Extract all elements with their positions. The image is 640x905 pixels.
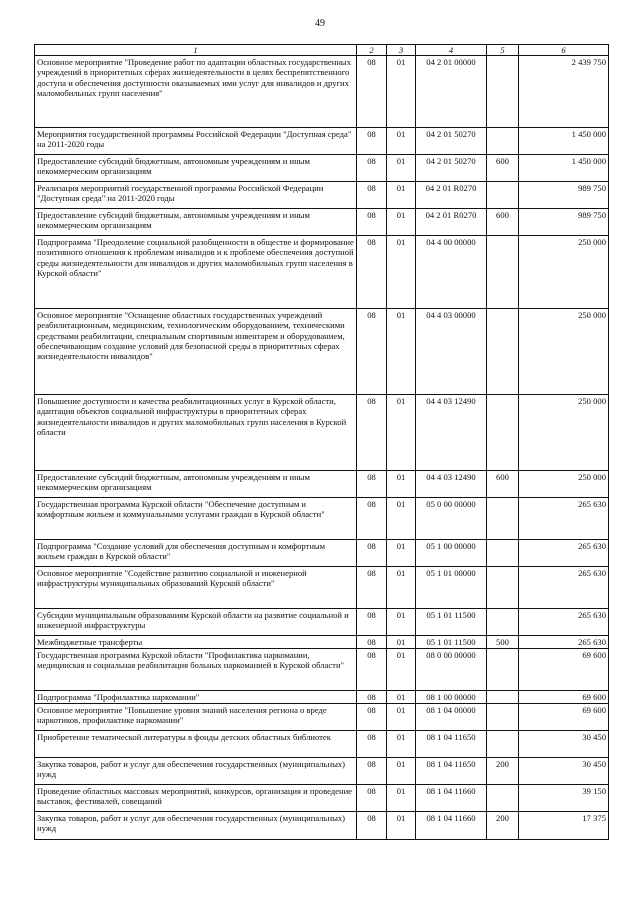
row-name: Проведение областных массовых мероприятий, конкурсов, организация и проведение выставок, фестивалей, совещаний <box>35 785 357 812</box>
row-csr: 04 2 01 00000 <box>416 56 487 128</box>
row-sum: 265 630 <box>519 540 609 567</box>
row-csr: 04 4 00 00000 <box>416 236 487 309</box>
row-rz: 08 <box>357 704 387 731</box>
row-vr: 600 <box>487 209 519 236</box>
row-name: Подпрограмма "Создание условий для обеспечения доступным и комфортным жильем граждан в Курской области" <box>35 540 357 567</box>
row-sum: 1 450 000 <box>519 155 609 182</box>
row-csr: 05 1 01 00000 <box>416 567 487 609</box>
row-vr <box>487 609 519 636</box>
row-name: Повышение доступности и качества реабилитационных услуг в Курской области, адаптация объектов социальной инфраструктуры в приоритетных сферах жизнедеятельности инвалидов и других маломобильных групп населения в Курской области <box>35 395 357 471</box>
row-csr: 04 2 01 R0270 <box>416 209 487 236</box>
row-rz: 08 <box>357 609 387 636</box>
header-col-1: 1 <box>35 45 357 56</box>
row-sum: 2 439 750 <box>519 56 609 128</box>
row-csr: 04 4 03 12490 <box>416 395 487 471</box>
row-pr: 01 <box>387 498 416 540</box>
row-name: Межбюджетные трансферты <box>35 636 357 649</box>
row-sum: 265 630 <box>519 498 609 540</box>
row-csr: 05 0 00 00000 <box>416 498 487 540</box>
row-sum: 250 000 <box>519 236 609 309</box>
row-rz: 08 <box>357 182 387 209</box>
row-name: Основное мероприятие "Содействие развитию социальной и инженерной инфраструктуры муниципальных образований Курской области" <box>35 567 357 609</box>
table-row <box>35 182 609 209</box>
table-row <box>35 128 609 155</box>
row-name: Закупка товаров, работ и услуг для обеспечения государственных (муниципальных) нужд <box>35 758 357 785</box>
row-rz: 08 <box>357 731 387 758</box>
row-vr <box>487 567 519 609</box>
row-sum: 265 630 <box>519 636 609 649</box>
row-name: Государственная программа Курской области "Профилактика наркомании, медицинская и социальная реабилитация больных наркоманией в Курской области" <box>35 649 357 691</box>
table-row <box>35 704 609 731</box>
row-name: Реализация мероприятий государственной программы Российской Федерации "Доступная среда" на 2011-2020 годы <box>35 182 357 209</box>
row-rz: 08 <box>357 155 387 182</box>
row-vr <box>487 182 519 209</box>
row-name: Подпрограмма "Профилактика наркомании" <box>35 691 357 704</box>
row-vr: 200 <box>487 758 519 785</box>
row-vr <box>487 498 519 540</box>
header-col-6: 6 <box>519 45 609 56</box>
row-rz: 08 <box>357 56 387 128</box>
row-pr: 01 <box>387 236 416 309</box>
table-row <box>35 609 609 636</box>
header-col-5: 5 <box>487 45 519 56</box>
row-sum: 250 000 <box>519 309 609 395</box>
row-pr: 01 <box>387 567 416 609</box>
row-name: Мероприятия государственной программы Российской Федерации "Доступная среда" на 2011-2020 годы <box>35 128 357 155</box>
row-rz: 08 <box>357 812 387 840</box>
header-row <box>35 45 609 56</box>
row-vr <box>487 236 519 309</box>
table-row <box>35 758 609 785</box>
row-pr: 01 <box>387 209 416 236</box>
row-csr: 05 1 01 11500 <box>416 609 487 636</box>
row-sum: 17 375 <box>519 812 609 840</box>
row-vr <box>487 56 519 128</box>
row-sum: 250 000 <box>519 471 609 498</box>
row-rz: 08 <box>357 567 387 609</box>
row-pr: 01 <box>387 812 416 840</box>
row-rz: 08 <box>357 785 387 812</box>
row-pr: 01 <box>387 609 416 636</box>
row-name: Предоставление субсидий бюджетным, автономным учреждениям и иным некоммерческим организациям <box>35 209 357 236</box>
row-csr: 08 1 04 00000 <box>416 704 487 731</box>
row-pr: 01 <box>387 155 416 182</box>
row-pr: 01 <box>387 182 416 209</box>
table-row <box>35 155 609 182</box>
table-row <box>35 691 609 704</box>
table-row <box>35 540 609 567</box>
row-csr: 05 1 01 11500 <box>416 636 487 649</box>
row-vr <box>487 731 519 758</box>
row-pr: 01 <box>387 758 416 785</box>
table-row <box>35 498 609 540</box>
row-csr: 04 2 01 R0270 <box>416 182 487 209</box>
row-vr <box>487 785 519 812</box>
row-vr: 600 <box>487 471 519 498</box>
row-vr: 600 <box>487 155 519 182</box>
header-col-2: 2 <box>357 45 387 56</box>
row-rz: 08 <box>357 540 387 567</box>
row-csr: 08 1 00 00000 <box>416 691 487 704</box>
table-row <box>35 731 609 758</box>
row-rz: 08 <box>357 649 387 691</box>
row-csr: 04 4 03 12490 <box>416 471 487 498</box>
row-sum: 265 630 <box>519 567 609 609</box>
table-row <box>35 785 609 812</box>
table-row <box>35 649 609 691</box>
row-name: Предоставление субсидий бюджетным, автономным учреждениям и иным некоммерческим организациям <box>35 471 357 498</box>
row-rz: 08 <box>357 236 387 309</box>
row-name: Закупка товаров, работ и услуг для обеспечения государственных (муниципальных) нужд <box>35 812 357 840</box>
table-row <box>35 56 609 128</box>
row-vr: 200 <box>487 812 519 840</box>
row-name: Государственная программа Курской области "Обеспечение доступным и комфортным жильем и коммунальными услугами граждан в Курской области" <box>35 498 357 540</box>
row-csr: 08 1 04 11650 <box>416 731 487 758</box>
budget-table <box>34 44 609 840</box>
row-sum: 69 600 <box>519 649 609 691</box>
row-rz: 08 <box>357 471 387 498</box>
row-csr: 04 2 01 50270 <box>416 155 487 182</box>
table-row <box>35 471 609 498</box>
row-rz: 08 <box>357 691 387 704</box>
row-sum: 39 150 <box>519 785 609 812</box>
table-row <box>35 812 609 840</box>
row-sum: 30 450 <box>519 758 609 785</box>
header-col-4: 4 <box>416 45 487 56</box>
row-pr: 01 <box>387 395 416 471</box>
row-rz: 08 <box>357 395 387 471</box>
row-vr <box>487 395 519 471</box>
page-number: 49 <box>315 18 325 29</box>
row-rz: 08 <box>357 636 387 649</box>
row-sum: 265 630 <box>519 609 609 636</box>
row-vr <box>487 128 519 155</box>
table-row <box>35 395 609 471</box>
row-vr <box>487 649 519 691</box>
row-vr: 500 <box>487 636 519 649</box>
row-name: Основное мероприятие "Оснащение областных государственных учреждений реабилитационным, медицинским, технологическим оборудованием, техническими средствами реабилитации, специальным спортивным инвентарем и оборудованием, обеспечивающим создание условий для безопасной среды в приоритетных сферах жизнедеятельности инвалидов" <box>35 309 357 395</box>
row-pr: 01 <box>387 691 416 704</box>
row-pr: 01 <box>387 785 416 812</box>
row-rz: 08 <box>357 498 387 540</box>
header-col-3: 3 <box>387 45 416 56</box>
table-row <box>35 236 609 309</box>
row-name: Подпрограмма "Преодоление социальной разобщенности в обществе и формирование позитивного отношения к проблемам инвалидов и к проблеме обеспечения доступной среды жизнедеятельности для инвалидов и других маломобильных групп населения в Курской области" <box>35 236 357 309</box>
row-csr: 08 1 04 11650 <box>416 758 487 785</box>
row-csr: 08 1 04 11660 <box>416 785 487 812</box>
row-sum: 989 750 <box>519 182 609 209</box>
row-rz: 08 <box>357 128 387 155</box>
table-row <box>35 636 609 649</box>
row-rz: 08 <box>357 309 387 395</box>
row-vr <box>487 704 519 731</box>
row-csr: 04 2 01 50270 <box>416 128 487 155</box>
row-sum: 250 000 <box>519 395 609 471</box>
row-vr <box>487 691 519 704</box>
row-pr: 01 <box>387 731 416 758</box>
table-row <box>35 209 609 236</box>
row-rz: 08 <box>357 758 387 785</box>
row-csr: 05 1 00 00000 <box>416 540 487 567</box>
row-pr: 01 <box>387 56 416 128</box>
row-pr: 01 <box>387 649 416 691</box>
row-rz: 08 <box>357 209 387 236</box>
row-sum: 30 450 <box>519 731 609 758</box>
row-name: Основное мероприятие "Повышение уровня знаний населения региона о вреде наркотиков, профилактике наркомании" <box>35 704 357 731</box>
row-sum: 989 750 <box>519 209 609 236</box>
row-pr: 01 <box>387 540 416 567</box>
row-vr <box>487 540 519 567</box>
row-csr: 04 4 03 00000 <box>416 309 487 395</box>
row-csr: 08 0 00 00000 <box>416 649 487 691</box>
row-sum: 69 600 <box>519 704 609 731</box>
row-name: Приобретение тематической литературы в фонды детских областных библиотек <box>35 731 357 758</box>
table-row <box>35 309 609 395</box>
row-sum: 69 600 <box>519 691 609 704</box>
row-pr: 01 <box>387 309 416 395</box>
row-vr <box>487 309 519 395</box>
row-pr: 01 <box>387 704 416 731</box>
row-pr: 01 <box>387 636 416 649</box>
table-row <box>35 567 609 609</box>
row-name: Субсидии муниципальным образованиям Курской области на развитие социальной и инженерной инфраструктуры <box>35 609 357 636</box>
row-name: Основное мероприятие "Проведение работ по адаптации областных государственных учреждений в приоритетных сферах жизнедеятельности в целях беспрепятственного доступа и обеспечения доступности оказываемых ими услуг для инвалидов и других маломобильных групп населения" <box>35 56 357 128</box>
row-sum: 1 450 000 <box>519 128 609 155</box>
row-name: Предоставление субсидий бюджетным, автономным учреждениям и иным некоммерческим организациям <box>35 155 357 182</box>
row-csr: 08 1 04 11660 <box>416 812 487 840</box>
row-pr: 01 <box>387 128 416 155</box>
row-pr: 01 <box>387 471 416 498</box>
